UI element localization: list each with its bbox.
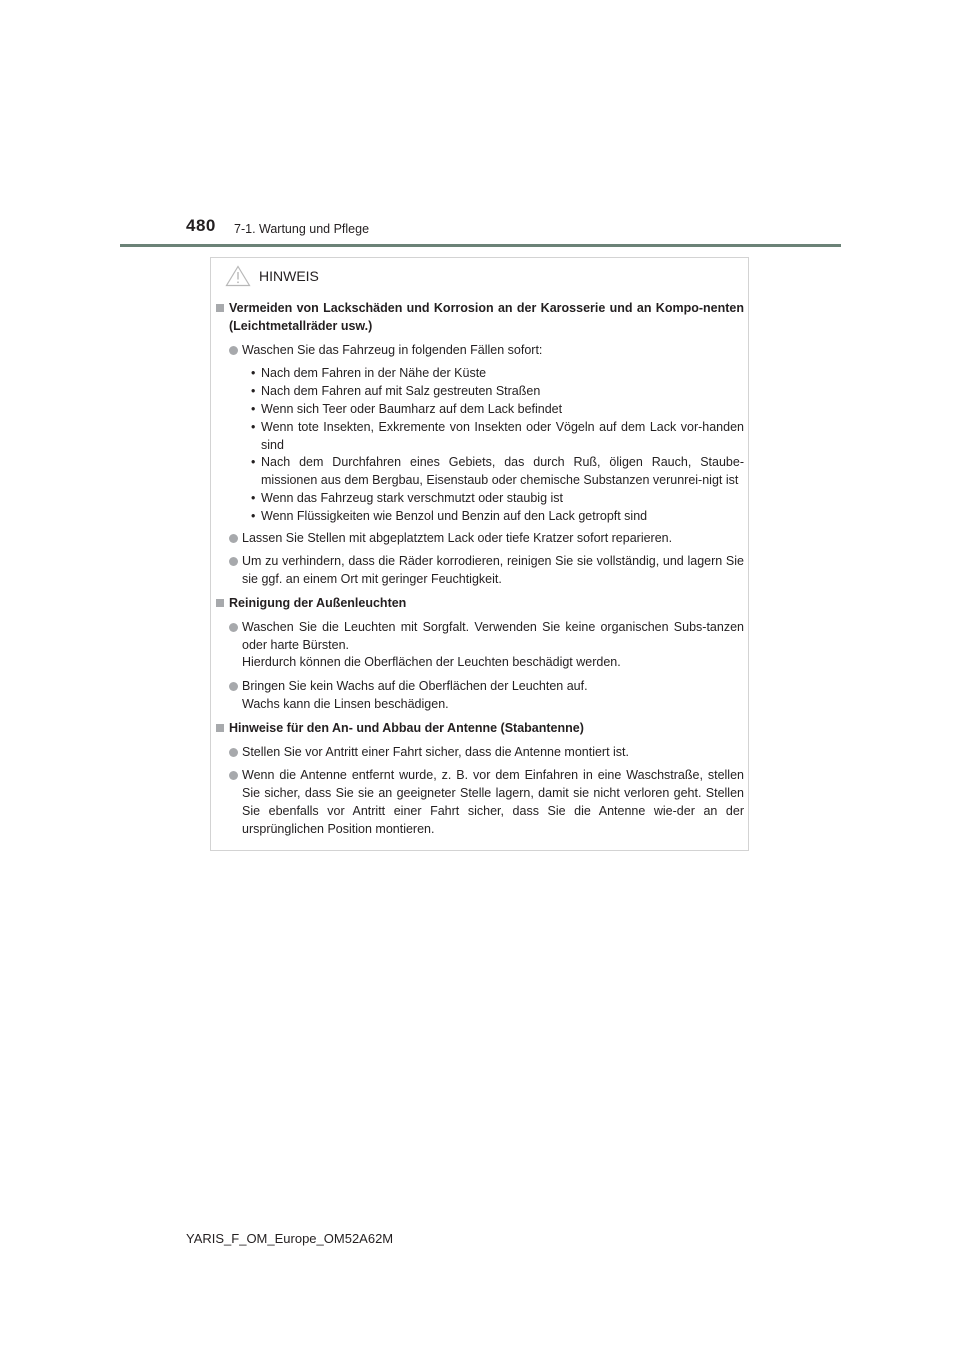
sub-item-text: Wenn sich Teer oder Baumharz auf dem Lack befindet [261,401,563,416]
sub-item-text: Wenn das Fahrzeug stark verschmutzt oder staubig ist [261,490,563,505]
sub-item-text: Nach dem Durchfahren eines Gebiets, das durch Ruß, öligen Rauch, Staube-missionen aus dem Bergbau, Eisenstaub oder chemische Substanzen verunrei-nigt ist [261,455,744,488]
bullet-text: Lassen Sie Stellen mit abgeplatztem Lack oder tiefe Kratzer sofort reparieren. [242,530,673,545]
circle-bullet-icon [229,623,238,632]
bullet-item [216,744,744,762]
sub-item: • Nach dem Fahren in der Nähe der Küste [251,366,487,381]
section-heading [216,595,744,613]
sub-item: • Nach dem Durchfahren eines Gebiets, das durch Ruß, öligen Rauch, Staube-missionen aus dem Bergbau, Eisenstaub oder chemische Substanzen verunrei-nigt ist [251,455,744,488]
page-number: 480 [186,216,216,235]
section-heading [216,720,744,738]
circle-bullet-icon [229,682,238,691]
bullet-text: Waschen Sie die Leuchten mit Sorgfalt. Verwenden Sie keine organischen Subs-tanzen oder harte Bürsten. [242,619,744,652]
sub-item-text: Wenn tote Insekten, Exkremente von Insekten oder Vögeln auf dem Lack vor-handen sind [261,419,744,452]
bullet-text: Um zu verhindern, dass die Räder korrodieren, reinigen Sie sie vollständig, und lagern Sie sie ggf. an einem Ort mit geringer Feuchtigkeit. [242,554,744,587]
circle-bullet-icon [229,557,238,566]
footer-doc-id: YARIS_F_OM_Europe_OM52A62M [186,1231,394,1246]
circle-bullet-icon [229,346,238,355]
section-title: 7-1. Wartung und Pflege [234,222,370,236]
bullet-note: Wachs kann die Linsen beschädigen. [242,696,449,711]
header-rule [120,244,841,247]
sub-item: • Wenn tote Insekten, Exkremente von Insekten oder Vögeln auf dem Lack vor-handen sind [251,419,744,452]
bullet-note: Hierdurch können die Oberflächen der Leuchten beschädigt werden. [242,655,621,670]
bullet-item [216,342,744,360]
sub-item: • Wenn das Fahrzeug stark verschmutzt oder staubig ist [251,490,563,505]
bullet-item [216,678,744,714]
section-heading-text: Reinigung der Außenleuchten [229,595,407,610]
sub-item: • Wenn Flüssigkeiten wie Benzol und Benzin auf den Lack getropft sind [251,508,648,523]
sub-item-text: Nach dem Fahren in der Nähe der Küste [261,366,487,381]
bullet-text: Wenn die Antenne entfernt wurde, z. B. vor dem Einfahren in eine Waschstraße, stellen Sie sicher, dass Sie sie an geeigneter Stelle lagern, damit sie nicht verloren geht. Stellen Sie ebenfalls vor Antritt einer Fahrt sicher, dass Sie die Antenne wie-der an der ursprünglichen Position montieren. [242,768,744,836]
notice-title: HINWEIS [259,268,319,284]
notice-body [216,300,744,845]
warning-triangle-icon [225,265,251,287]
bullet-item [216,619,744,672]
square-bullet-icon [216,599,224,607]
sub-item: • Wenn sich Teer oder Baumharz auf dem Lack befindet [251,401,563,416]
bullet-text: Waschen Sie das Fahrzeug in folgenden Fällen sofort: [242,342,543,357]
square-bullet-icon [216,724,224,732]
circle-bullet-icon [229,771,238,780]
sub-list [216,365,744,525]
section-heading-text: Vermeiden von Lackschäden und Korrosion an der Karosserie und an Kompo-nenten (Leichtmetallräder usw.) [229,301,744,333]
bullet-text: Bringen Sie kein Wachs auf die Oberflächen der Leuchten auf. [242,679,588,694]
section-heading [216,300,744,336]
sub-item-text: Nach dem Fahren auf mit Salz gestreuten Straßen [261,384,541,399]
circle-bullet-icon [229,534,238,543]
square-bullet-icon [216,304,224,312]
notice-box [210,257,749,851]
bullet-item [216,767,744,838]
notice-header [225,264,319,288]
section-heading-text: Hinweise für den An- und Abbau der Antenne (Stabantenne) [229,720,584,735]
sub-item-text: Wenn Flüssigkeiten wie Benzol und Benzin auf den Lack getropft sind [261,508,648,523]
circle-bullet-icon [229,748,238,757]
bullet-item [216,553,744,589]
sub-item: • Nach dem Fahren auf mit Salz gestreuten Straßen [251,384,541,399]
bullet-text: Stellen Sie vor Antritt einer Fahrt sicher, dass die Antenne montiert ist. [242,744,629,759]
bullet-item [216,530,744,548]
